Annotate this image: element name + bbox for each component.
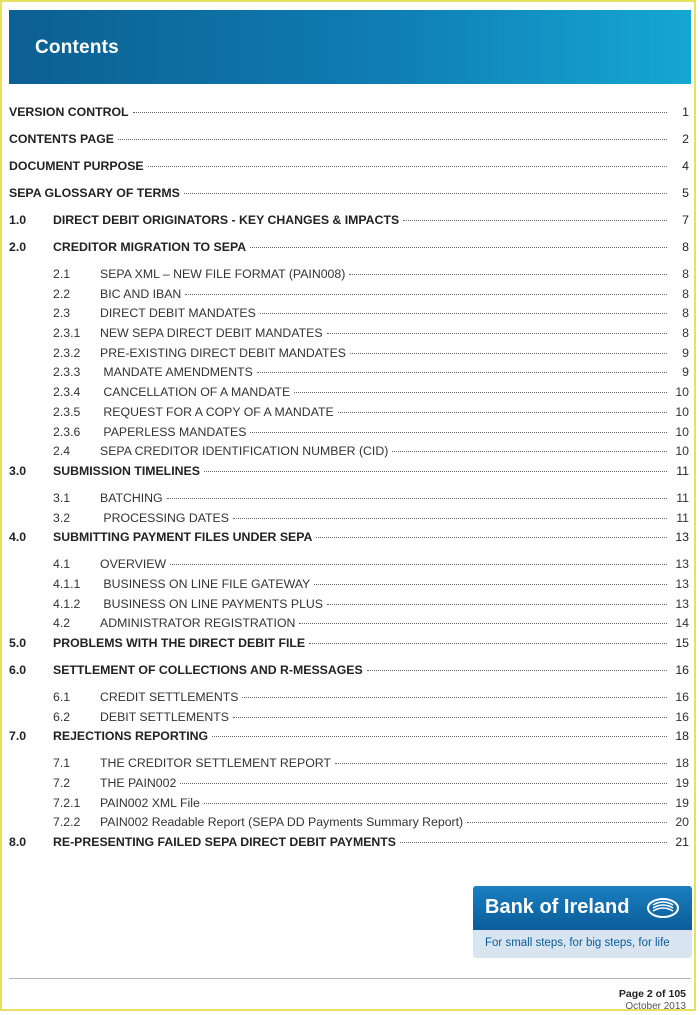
- dot-leader: [184, 193, 667, 194]
- page-footer: [619, 988, 686, 1012]
- dot-leader: [294, 392, 667, 393]
- toc-entry-title: BUSINESS ON LINE FILE GATEWAY: [100, 576, 311, 591]
- toc-entry-page: 8: [682, 286, 689, 301]
- toc-entry-title: SEPA XML – NEW FILE FORMAT (PAIN008): [100, 267, 346, 281]
- toc-entry-number: 6.0: [9, 663, 27, 677]
- toc-entry-title: OVERVIEW: [100, 557, 167, 572]
- toc-entry-title: DIRECT DEBIT ORIGINATORS - KEY CHANGES & IMPACTS: [53, 213, 400, 227]
- dot-leader: [204, 803, 667, 804]
- toc-entry-number: 2.2: [53, 286, 71, 301]
- toc-entry-page: 11: [676, 463, 689, 478]
- dot-leader: [314, 584, 667, 585]
- dot-leader: [133, 112, 667, 113]
- toc-entry-number: 1.0: [9, 213, 27, 227]
- toc-section-entry[interactable]: [9, 636, 689, 663]
- toc-entry-title: BUSINESS ON LINE PAYMENTS PLUS: [100, 596, 323, 611]
- toc-entry-title: THE CREDITOR SETTLEMENT REPORT: [100, 756, 331, 771]
- toc-entry-number: 2.0: [9, 240, 27, 254]
- toc-entry-title: PRE-EXISTING DIRECT DEBIT MANDATES: [100, 345, 346, 360]
- toc-subsection-entry[interactable]: [9, 287, 689, 307]
- toc-entry-title: SEPA CREDITOR IDENTIFICATION NUMBER (CID): [100, 444, 389, 459]
- dot-leader: [233, 518, 667, 519]
- toc-entry-number: 2.4: [53, 444, 71, 459]
- toc-entry-title: NEW SEPA DIRECT DEBIT MANDATES: [100, 326, 323, 341]
- toc-subsection-entry[interactable]: [9, 690, 689, 710]
- toc-entry-title: SUBMISSION TIMELINES: [53, 463, 200, 478]
- toc-entry-number: 4.1: [53, 557, 71, 572]
- toc-entry-page: 10: [675, 424, 689, 439]
- toc-entry-number: 6.1: [53, 690, 71, 704]
- dot-leader: [367, 670, 667, 671]
- dot-leader: [260, 313, 667, 314]
- toc-entry-page: 15: [675, 636, 689, 650]
- toc-entry-page: 14: [675, 616, 689, 631]
- dot-leader: [392, 451, 667, 452]
- toc-entry-title: PAIN002 XML File: [100, 795, 200, 810]
- toc-subsection-entry[interactable]: [9, 616, 689, 636]
- dot-leader: [180, 783, 667, 784]
- toc-entry-title: REJECTIONS REPORTING: [53, 729, 209, 744]
- toc-entry-title: CREDITOR MIGRATION TO SEPA: [53, 240, 247, 254]
- toc-entry-page: 10: [675, 404, 689, 419]
- toc-subsection-entry[interactable]: [9, 385, 689, 405]
- toc-entry-page: 5: [682, 186, 689, 200]
- dot-leader: [403, 220, 667, 221]
- toc-entry-number: 4.1.2: [53, 596, 81, 611]
- toc-entry-number: 7.2.1: [53, 795, 81, 810]
- toc-entry-number: 2.3.2: [53, 345, 81, 360]
- toc-entry-number: 2.3.6: [53, 424, 81, 439]
- toc-entry-title: MANDATE AMENDMENTS: [100, 365, 253, 380]
- toc-entry-number: 7.2.2: [53, 815, 81, 830]
- logo-tagline: For small steps, for big steps, for life: [485, 937, 670, 949]
- toc-entry-page: 13: [675, 530, 689, 545]
- toc-section-entry[interactable]: [9, 835, 689, 862]
- toc-entry-number: 3.0: [9, 463, 27, 478]
- toc-entry-page: 16: [675, 709, 689, 724]
- dot-leader: [233, 717, 667, 718]
- toc-subsection-entry[interactable]: [9, 776, 689, 796]
- toc-entry-page: 19: [675, 776, 689, 791]
- toc-entry-page: 11: [676, 490, 689, 505]
- toc-entry-page: 4: [682, 159, 689, 173]
- dot-leader: [170, 564, 667, 565]
- toc-section-entry[interactable]: [9, 186, 689, 213]
- toc-entry-number: 4.0: [9, 530, 27, 545]
- contents-header-banner: [9, 10, 691, 84]
- toc-section-entry[interactable]: [9, 240, 689, 267]
- toc-entry-title: DOCUMENT PURPOSE: [9, 159, 144, 173]
- dot-leader: [349, 274, 667, 275]
- dot-leader: [148, 166, 667, 167]
- dot-leader: [242, 697, 667, 698]
- document-date: October 2013: [625, 1001, 686, 1012]
- toc-entry-page: 18: [675, 756, 689, 771]
- toc-entry-page: 13: [675, 557, 689, 572]
- dot-leader: [212, 736, 667, 737]
- toc-entry-title: BATCHING: [100, 490, 163, 505]
- footer-divider: [9, 978, 691, 979]
- toc-entry-number: 5.0: [9, 636, 27, 650]
- toc-entry-number: 2.1: [53, 267, 71, 281]
- toc-entry-page: 10: [675, 385, 689, 400]
- toc-entry-number: 2.3.4: [53, 385, 81, 400]
- toc-entry-title: CREDIT SETTLEMENTS: [100, 690, 239, 704]
- page-title: Contents: [35, 37, 119, 58]
- toc-section-entry[interactable]: [9, 132, 689, 159]
- toc-entry-title: PAPERLESS MANDATES: [100, 424, 247, 439]
- toc-entry-page: 7: [682, 213, 689, 227]
- toc-entry-page: 13: [675, 596, 689, 611]
- toc-entry-title: ADMINISTRATOR REGISTRATION: [100, 616, 296, 631]
- toc-entry-title: DIRECT DEBIT MANDATES: [100, 306, 256, 321]
- toc-subsection-entry[interactable]: [9, 425, 689, 445]
- dot-leader: [204, 471, 667, 472]
- toc-section-entry[interactable]: [9, 663, 689, 690]
- toc-entry-page: 8: [682, 240, 689, 254]
- toc-section-entry[interactable]: [9, 213, 689, 240]
- toc-entry-title: VERSION CONTROL: [9, 105, 129, 119]
- toc-subsection-entry[interactable]: [9, 756, 689, 776]
- toc-entry-page: 20: [675, 815, 689, 830]
- toc-entry-title: RE-PRESENTING FAILED SEPA DIRECT DEBIT PAYMENTS: [53, 835, 396, 850]
- toc-subsection-entry[interactable]: [9, 557, 689, 577]
- toc-entry-number: 7.2: [53, 776, 71, 791]
- toc-section-entry[interactable]: [9, 105, 689, 132]
- dot-leader: [467, 822, 667, 823]
- toc-entry-page: 1: [682, 105, 689, 119]
- dot-leader: [185, 294, 667, 295]
- toc-subsection-entry[interactable]: [9, 815, 689, 835]
- dot-leader: [257, 372, 667, 373]
- toc-entry-page: 9: [682, 345, 689, 360]
- toc-entry-title: REQUEST FOR A COPY OF A MANDATE: [100, 404, 334, 419]
- toc-entry-number: 2.3.1: [53, 326, 81, 341]
- dot-leader: [327, 333, 667, 334]
- toc-entry-number: 6.2: [53, 709, 71, 724]
- toc-entry-page: 8: [682, 267, 689, 281]
- toc-entry-title: CONTENTS PAGE: [9, 132, 114, 146]
- dot-leader: [118, 139, 667, 140]
- dot-leader: [327, 604, 667, 605]
- toc-entry-number: 7.1: [53, 756, 71, 771]
- toc-subsection-entry[interactable]: [9, 267, 689, 287]
- toc-entry-page: 19: [675, 795, 689, 810]
- toc-entry-number: 7.0: [9, 729, 27, 744]
- toc-entry-page: 8: [682, 306, 689, 321]
- toc-entry-number: 2.3: [53, 306, 71, 321]
- logo-emblem-icon: [646, 897, 680, 924]
- toc-entry-number: 2.3.5: [53, 404, 81, 419]
- toc-entry-page: 8: [682, 326, 689, 341]
- dot-leader: [400, 842, 667, 843]
- toc-entry-number: 3.2: [53, 510, 71, 525]
- toc-subsection-entry[interactable]: [9, 796, 689, 816]
- toc-subsection-entry[interactable]: [9, 365, 689, 385]
- toc-subsection-entry[interactable]: [9, 597, 689, 617]
- toc-subsection-entry[interactable]: [9, 511, 689, 531]
- toc-entry-page: 18: [675, 729, 689, 744]
- toc-entry-title: BIC AND IBAN: [100, 286, 182, 301]
- toc-entry-page: 2: [682, 132, 689, 146]
- toc-subsection-entry[interactable]: [9, 710, 689, 730]
- dot-leader: [350, 353, 667, 354]
- toc-subsection-entry[interactable]: [9, 405, 689, 425]
- toc-section-entry[interactable]: [9, 530, 689, 557]
- toc-entry-number: 3.1: [53, 490, 71, 505]
- dot-leader: [250, 247, 667, 248]
- toc-entry-number: 2.3.3: [53, 365, 81, 380]
- table-of-contents: [9, 105, 689, 862]
- page-number: Page 2 of 105: [618, 988, 686, 1000]
- toc-entry-page: 10: [675, 444, 689, 459]
- toc-subsection-entry[interactable]: [9, 326, 689, 346]
- dot-leader: [299, 623, 667, 624]
- toc-entry-page: 11: [676, 510, 689, 525]
- toc-entry-title: DEBIT SETTLEMENTS: [100, 709, 229, 724]
- dot-leader: [316, 537, 667, 538]
- dot-leader: [167, 498, 667, 499]
- toc-section-entry[interactable]: [9, 729, 689, 756]
- dot-leader: [338, 412, 667, 413]
- logo-name: Bank of Ireland: [485, 896, 630, 918]
- toc-subsection-entry[interactable]: [9, 306, 689, 326]
- toc-entry-title: PAIN002 Readable Report (SEPA DD Payments Summary Report): [100, 815, 464, 830]
- toc-subsection-entry[interactable]: [9, 444, 689, 464]
- toc-entry-title: SUBMITTING PAYMENT FILES UNDER SEPA: [53, 530, 313, 545]
- toc-entry-title: PROBLEMS WITH THE DIRECT DEBIT FILE: [53, 636, 306, 650]
- toc-entry-page: 16: [675, 663, 689, 677]
- toc-entry-page: 13: [675, 576, 689, 591]
- toc-subsection-entry[interactable]: [9, 346, 689, 366]
- toc-subsection-entry[interactable]: [9, 577, 689, 597]
- dot-leader: [309, 643, 667, 644]
- toc-entry-page: 21: [675, 835, 689, 850]
- toc-subsection-entry[interactable]: [9, 491, 689, 511]
- dot-leader: [250, 432, 667, 433]
- toc-entry-page: 9: [682, 365, 689, 380]
- dot-leader: [335, 763, 667, 764]
- toc-entry-number: 4.1.1: [53, 576, 81, 591]
- toc-entry-number: 4.2: [53, 616, 71, 631]
- toc-section-entry[interactable]: [9, 464, 689, 491]
- toc-entry-page: 16: [675, 690, 689, 704]
- toc-entry-number: 8.0: [9, 835, 27, 850]
- toc-entry-title: CANCELLATION OF A MANDATE: [100, 385, 291, 400]
- toc-entry-title: SEPA GLOSSARY OF TERMS: [9, 186, 180, 200]
- toc-entry-title: THE PAIN002: [100, 776, 177, 791]
- toc-entry-title: SETTLEMENT OF COLLECTIONS AND R-MESSAGES: [53, 663, 363, 677]
- bank-logo: [473, 886, 692, 958]
- toc-section-entry[interactable]: [9, 159, 689, 186]
- toc-entry-title: PROCESSING DATES: [100, 510, 229, 525]
